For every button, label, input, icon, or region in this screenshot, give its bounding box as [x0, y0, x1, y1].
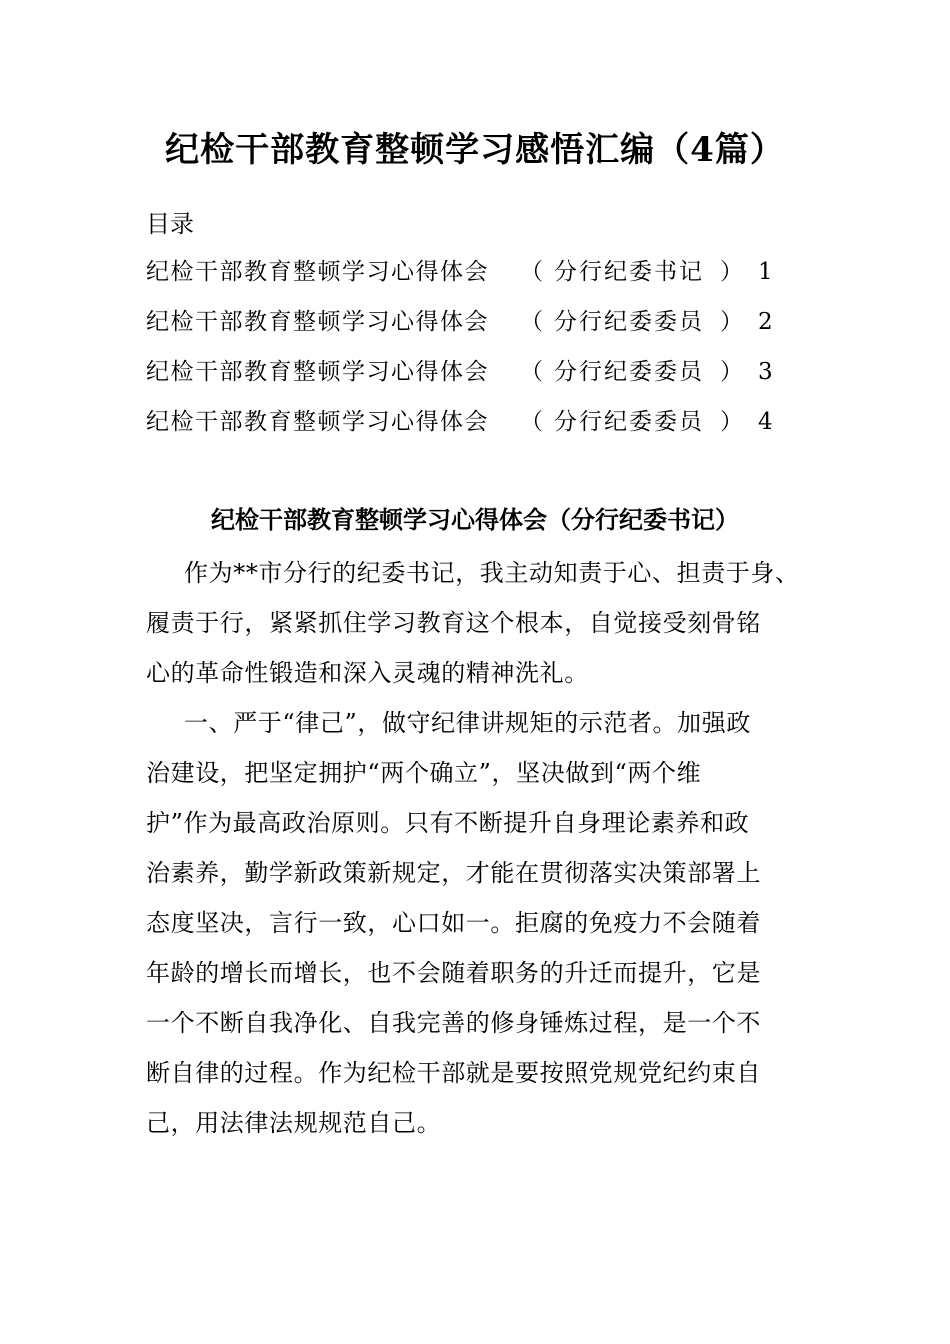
paragraph-line: 作为**市分行的纪委书记，我主动知责于心、担责于身、: [184, 559, 800, 587]
body-paragraph: [146, 548, 826, 698]
toc-item-close-paren: ）: [720, 309, 743, 335]
document-title: 纪检干部教育整顿学习感悟汇编（4篇）: [165, 130, 785, 170]
toc-item-open-paren: （: [520, 309, 543, 335]
paragraph-line: 心的革命性锻造和深入灵魂的精神洗礼。: [146, 659, 589, 687]
toc-item: [146, 302, 806, 352]
toc-item: [146, 352, 806, 402]
toc-item-close-paren: ）: [720, 359, 743, 385]
toc-item-open-paren: （: [520, 409, 543, 435]
toc-heading: 目录: [146, 210, 194, 238]
body-paragraph: [146, 698, 826, 1148]
paragraph-line: 年龄的增长而增长，也不会随着职务的升迁而提升，它是: [146, 959, 761, 987]
paragraph-line: 治建设，把坚定拥护“两个确立”，坚决做到“两个维: [146, 759, 702, 787]
toc-item-page-number: 3: [758, 359, 773, 385]
toc-item-open-paren: （: [520, 259, 543, 285]
toc-item-role: 分行纪委书记: [554, 259, 704, 285]
paragraph-line: 治素养，勤学新政策新规定，才能在贯彻落实决策部署上: [146, 859, 761, 887]
paragraph-line: 一、严于“律己”，做守纪律讲规矩的示范者。加强政: [184, 709, 751, 737]
toc-item-role: 分行纪委委员: [554, 359, 704, 385]
paragraph-line: 态度坚决，言行一致，心口如一。拒腐的免疫力不会随着: [146, 909, 761, 937]
paragraph-line: 履责于行，紧紧抓住学习教育这个根本，自觉接受刻骨铭: [146, 609, 761, 637]
toc-item: [146, 252, 806, 302]
paragraph-line: 护”作为最高政治原则。只有不断提升自身理论素养和政: [146, 809, 750, 837]
toc-item-close-paren: ）: [720, 259, 743, 285]
paragraph-line: 己，用法律法规规范自己。: [146, 1109, 442, 1137]
toc-item-open-paren: （: [520, 359, 543, 385]
toc-item-page-number: 4: [758, 409, 773, 435]
toc-item-title: 纪检干部教育整顿学习心得体会: [146, 259, 489, 285]
toc-item-page-number: 2: [758, 309, 773, 335]
toc-item-title: 纪检干部教育整顿学习心得体会: [146, 309, 489, 335]
toc-item-page-number: 1: [758, 259, 773, 285]
toc-item-close-paren: ）: [720, 409, 743, 435]
toc-item-title: 纪检干部教育整顿学习心得体会: [146, 359, 489, 385]
paragraph-line: 一个不断自我净化、自我完善的修身锤炼过程，是一个不: [146, 1009, 761, 1037]
toc-item-title: 纪检干部教育整顿学习心得体会: [146, 409, 489, 435]
table-of-contents: [146, 252, 806, 452]
paragraph-line: 断自律的过程。作为纪检干部就是要按照党规党纪约束自: [146, 1059, 761, 1087]
section-title: 纪检干部教育整顿学习心得体会（分行纪委书记）: [211, 505, 739, 534]
toc-item: [146, 402, 806, 452]
toc-item-role: 分行纪委委员: [554, 309, 704, 335]
toc-item-role: 分行纪委委员: [554, 409, 704, 435]
